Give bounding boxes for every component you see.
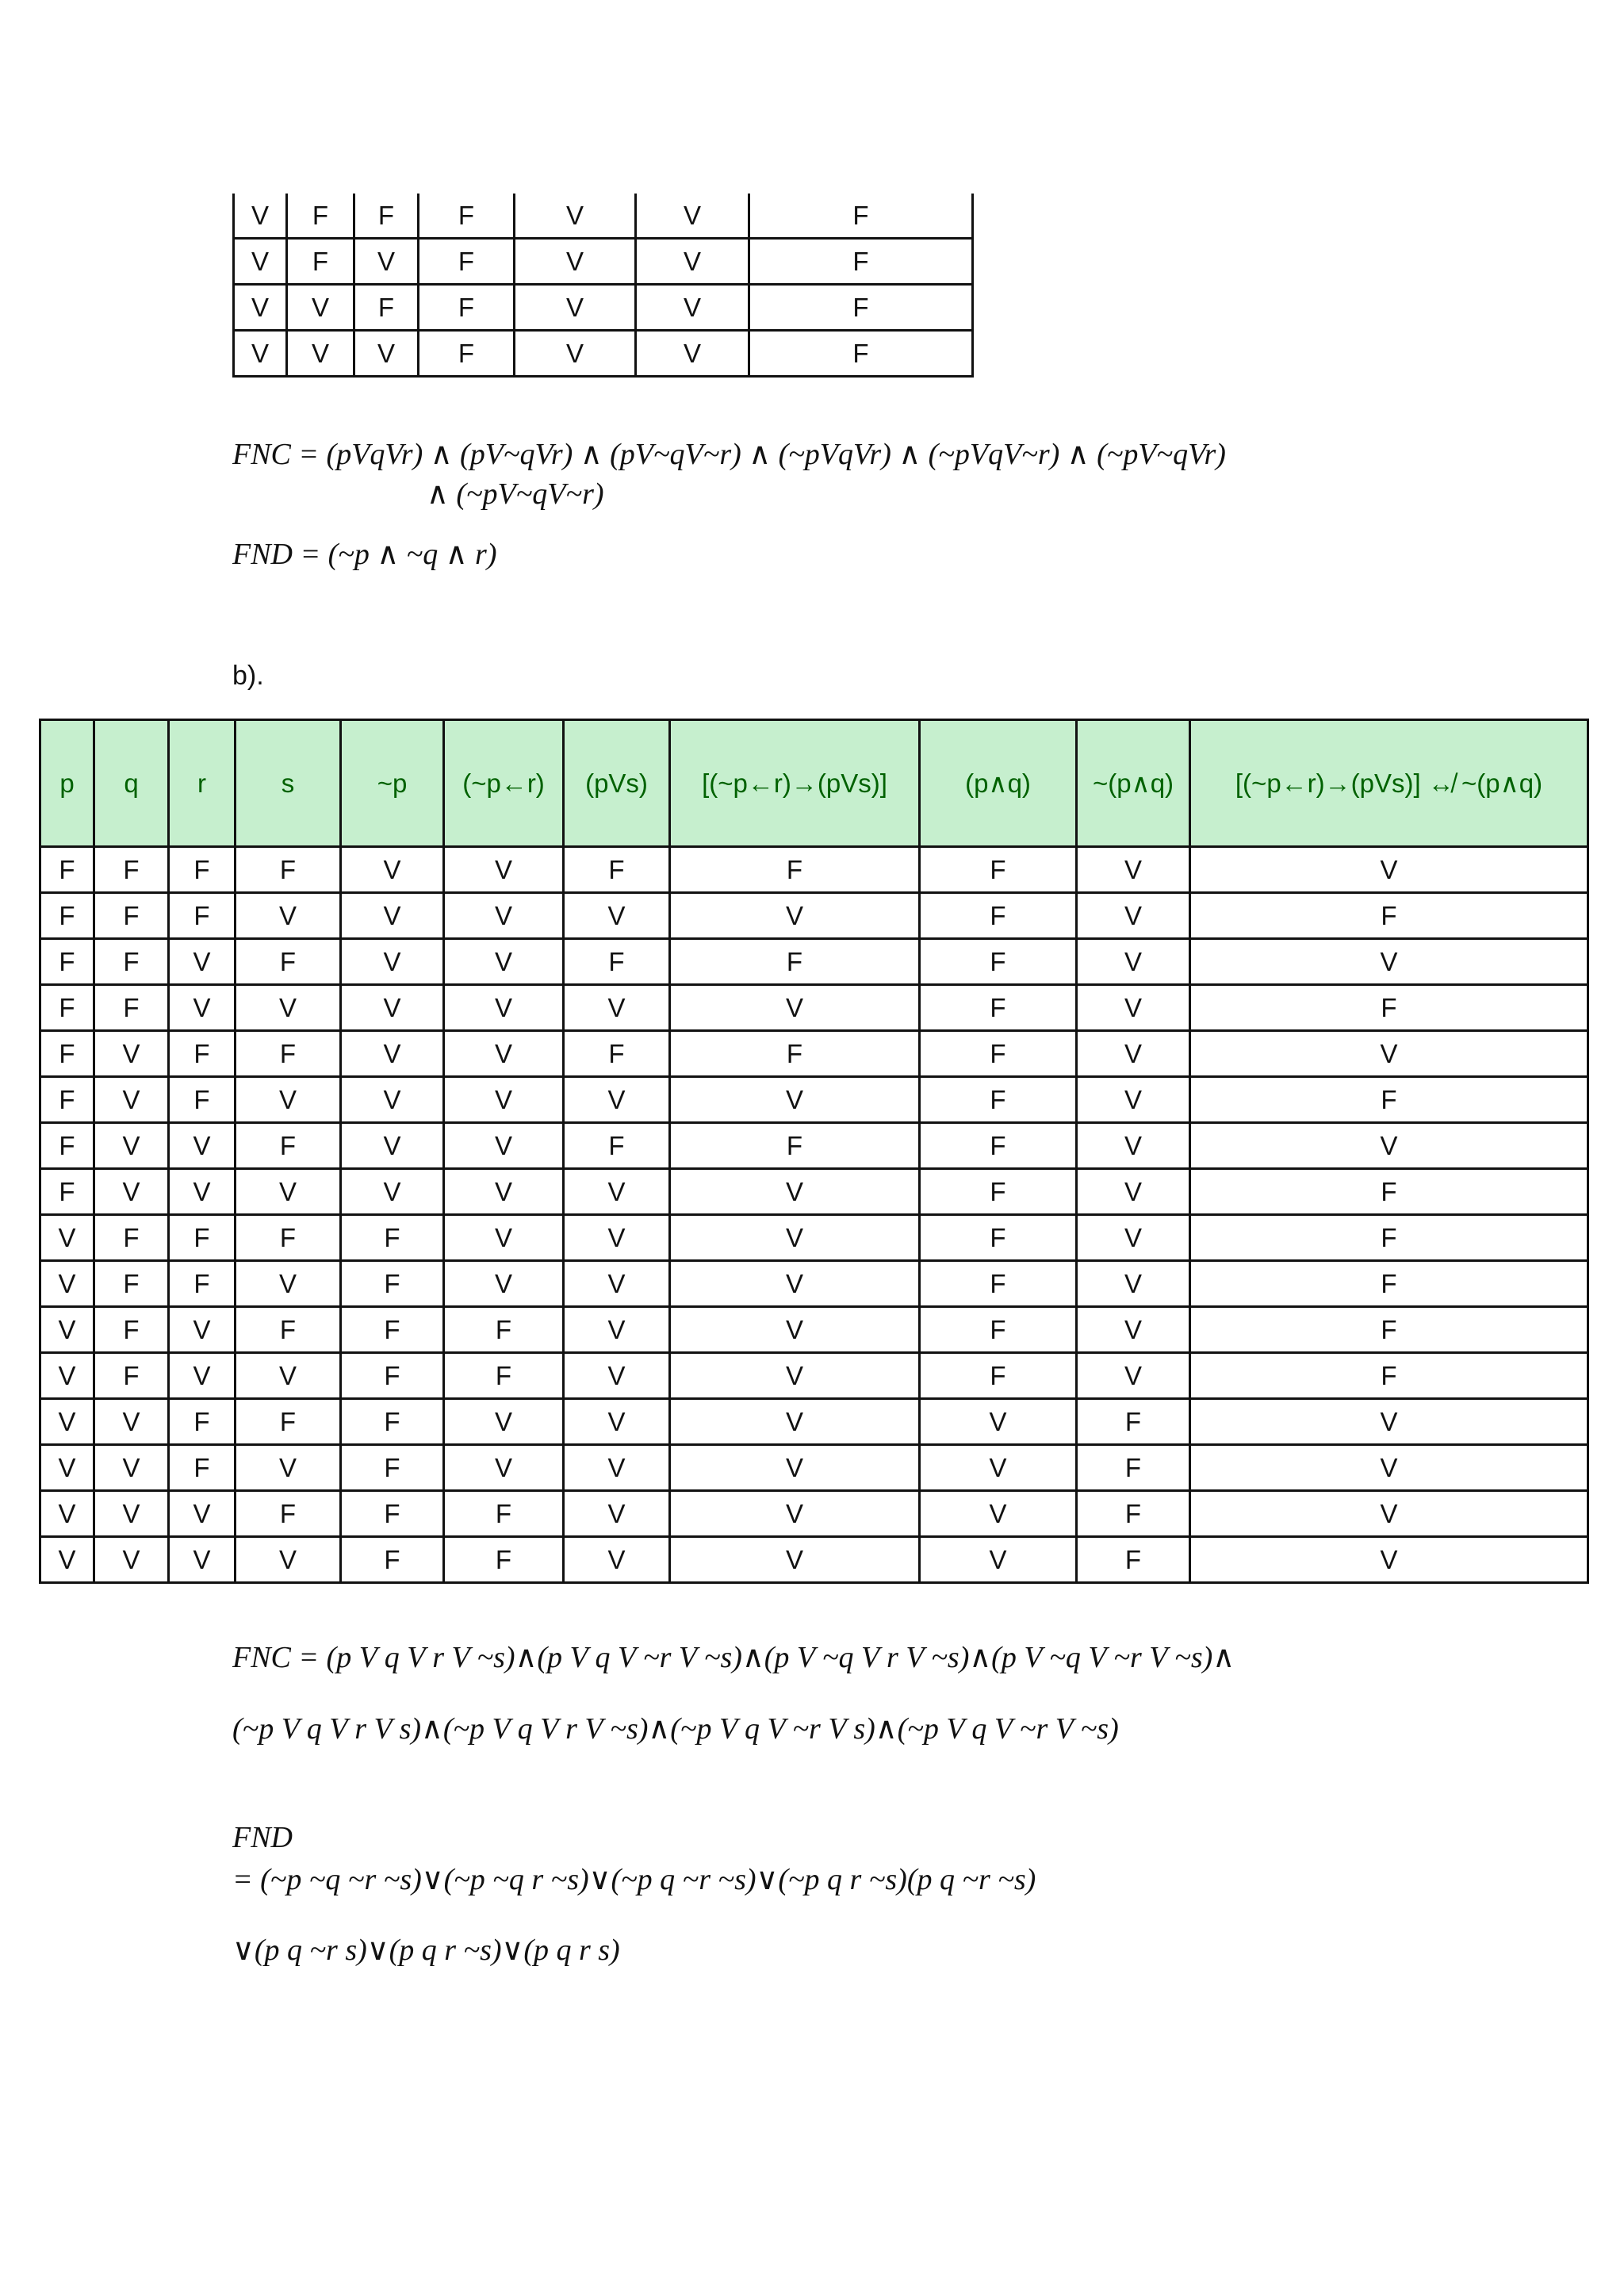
table-cell: F (94, 1307, 169, 1353)
column-header-implication: [(~p←r)→(pVs)] (670, 720, 920, 847)
table-cell: F (749, 239, 973, 285)
table-cell: F (236, 1307, 341, 1353)
table-cell: F (169, 1445, 236, 1491)
table-cell: F (341, 1353, 444, 1399)
table-row (234, 239, 973, 285)
table-cell: F (40, 1031, 94, 1077)
table-cell: V (341, 1169, 444, 1215)
table-cell: V (40, 1353, 94, 1399)
table-cell: F (341, 1537, 444, 1583)
table-cell: F (40, 1123, 94, 1169)
table-cell: V (444, 847, 564, 893)
table-row (40, 1261, 1588, 1307)
table-cell: F (564, 1031, 670, 1077)
table-cell: V (94, 1399, 169, 1445)
table-cell: V (636, 285, 749, 331)
table-cell: V (1077, 1169, 1190, 1215)
table-cell: F (354, 194, 419, 239)
table-cell: V (1077, 1215, 1190, 1261)
table-cell: F (564, 1123, 670, 1169)
table-cell: F (444, 1491, 564, 1537)
table-cell: V (564, 1077, 670, 1123)
table-cell: F (236, 1491, 341, 1537)
table-row (40, 1537, 1588, 1583)
table-cell: V (920, 1399, 1077, 1445)
table-cell: F (444, 1353, 564, 1399)
table-row (40, 1077, 1588, 1123)
table-cell: V (1190, 1123, 1588, 1169)
table-cell: V (670, 893, 920, 939)
table-cell: V (169, 1537, 236, 1583)
table-cell: V (1190, 1445, 1588, 1491)
table-cell: V (1077, 939, 1190, 985)
table-cell: F (419, 285, 515, 331)
table-cell: F (169, 847, 236, 893)
table-cell: F (419, 239, 515, 285)
table-row (40, 1353, 1588, 1399)
table-cell: V (564, 1169, 670, 1215)
column-header-result: [(~p←r)→(pVs)] ↮ ~(p∧q) (1190, 720, 1588, 847)
table-cell: F (749, 285, 973, 331)
table-cell: V (670, 985, 920, 1031)
section-label-b: b). (232, 661, 264, 691)
table-cell: V (169, 1307, 236, 1353)
table-cell: V (341, 985, 444, 1031)
table-cell: V (1077, 1031, 1190, 1077)
table-header-row (40, 720, 1588, 847)
table-cell: F (236, 1031, 341, 1077)
table-cell: V (444, 939, 564, 985)
table-cell: V (515, 239, 636, 285)
fnc-formula-a-line2: ∧ (~pV~qV~r) (427, 477, 604, 511)
table-cell: F (236, 939, 341, 985)
table-cell: V (341, 1077, 444, 1123)
table-cell: V (444, 893, 564, 939)
table-row (40, 847, 1588, 893)
table-cell: F (341, 1491, 444, 1537)
table-cell: V (234, 194, 287, 239)
column-header-not-p: ~p (341, 720, 444, 847)
table-cell: F (40, 893, 94, 939)
table-cell: V (920, 1537, 1077, 1583)
table-cell: V (515, 285, 636, 331)
table-cell: V (236, 1077, 341, 1123)
table-cell: F (1077, 1537, 1190, 1583)
table-cell: V (564, 1491, 670, 1537)
fnd-formula-b-line2: ∨(p q ~r s)∨(p q r ~s)∨(p q r s) (232, 1934, 620, 1967)
table-cell: V (564, 1307, 670, 1353)
table-cell: F (169, 1261, 236, 1307)
table-cell: F (341, 1215, 444, 1261)
column-header-p-and-q: (p∧q) (920, 720, 1077, 847)
column-header-not-p-from-r: (~p←r) (444, 720, 564, 847)
table-cell: F (920, 985, 1077, 1031)
table-cell: F (920, 939, 1077, 985)
table-cell: F (1190, 893, 1588, 939)
table-cell: F (419, 194, 515, 239)
table-cell: F (920, 1307, 1077, 1353)
table-cell: F (1190, 1307, 1588, 1353)
column-header-not-p-and-q: ~(p∧q) (1077, 720, 1190, 847)
table-cell: V (169, 985, 236, 1031)
truth-table-b-header (40, 720, 1588, 847)
table-cell: F (1190, 985, 1588, 1031)
table-cell: V (341, 1123, 444, 1169)
truth-table-b (39, 719, 1589, 1584)
table-cell: V (1077, 1307, 1190, 1353)
table-cell: V (1190, 1399, 1588, 1445)
table-cell: F (920, 1261, 1077, 1307)
table-cell: F (1077, 1445, 1190, 1491)
table-cell: V (564, 1261, 670, 1307)
column-header-p: p (40, 720, 94, 847)
table-cell: V (1190, 1031, 1588, 1077)
table-cell: V (94, 1491, 169, 1537)
fnc-formula-b-line1: FNC = (p V q V r V ~s)∧(p V q V ~r V ~s)∧(p V ~q V r V ~s)∧(p V ~q V ~r V ~s)∧ (232, 1641, 1235, 1674)
table-cell: V (236, 893, 341, 939)
table-cell: V (1077, 847, 1190, 893)
table-row (40, 1169, 1588, 1215)
table-row (40, 1491, 1588, 1537)
table-cell: V (1190, 1537, 1588, 1583)
table-cell: V (40, 1307, 94, 1353)
table-cell: V (1190, 847, 1588, 893)
table-cell: V (40, 1215, 94, 1261)
table-cell: F (1077, 1399, 1190, 1445)
table-cell: F (40, 1077, 94, 1123)
table-cell: F (1190, 1261, 1588, 1307)
table-cell: V (515, 194, 636, 239)
table-cell: V (236, 1445, 341, 1491)
table-cell: F (670, 1123, 920, 1169)
table-cell: V (670, 1077, 920, 1123)
truth-table-a-body (234, 194, 973, 377)
table-row (40, 1215, 1588, 1261)
table-cell: V (40, 1261, 94, 1307)
table-cell: V (1077, 1123, 1190, 1169)
table-cell: V (236, 1169, 341, 1215)
table-cell: V (670, 1537, 920, 1583)
table-cell: F (444, 1307, 564, 1353)
table-cell: V (444, 1123, 564, 1169)
table-cell: V (169, 1353, 236, 1399)
fnc-formula-b-line2: (~p V q V r V s)∧(~p V q V r V ~s)∧(~p V q V ~r V s)∧(~p V q V ~r V ~s) (232, 1712, 1119, 1746)
table-cell: V (920, 1445, 1077, 1491)
table-cell: F (1190, 1169, 1588, 1215)
table-cell: F (236, 1215, 341, 1261)
table-cell: V (564, 1215, 670, 1261)
table-cell: V (341, 893, 444, 939)
table-cell: V (94, 1445, 169, 1491)
table-cell: F (920, 893, 1077, 939)
table-cell: F (40, 939, 94, 985)
table-cell: V (444, 1445, 564, 1491)
table-cell: F (1190, 1077, 1588, 1123)
table-cell: V (234, 239, 287, 285)
table-cell: F (40, 985, 94, 1031)
table-cell: F (1077, 1491, 1190, 1537)
table-row (234, 194, 973, 239)
table-cell: F (40, 1169, 94, 1215)
table-cell: V (564, 1445, 670, 1491)
table-cell: F (169, 1077, 236, 1123)
table-cell: F (94, 939, 169, 985)
table-cell: V (354, 239, 419, 285)
table-cell: F (341, 1261, 444, 1307)
table-cell: V (1077, 985, 1190, 1031)
fnd-label-b: FND (232, 1821, 293, 1854)
table-cell: V (564, 893, 670, 939)
table-cell: F (236, 1399, 341, 1445)
table-cell: V (236, 1353, 341, 1399)
fnd-formula-a: FND = (~p ∧ ~q ∧ r) (232, 538, 497, 571)
table-row (40, 1399, 1588, 1445)
table-cell: F (920, 1123, 1077, 1169)
table-cell: F (749, 194, 973, 239)
table-row (234, 331, 973, 377)
table-cell: V (236, 1537, 341, 1583)
table-cell: F (236, 1123, 341, 1169)
table-cell: V (40, 1445, 94, 1491)
table-cell: F (169, 1031, 236, 1077)
column-header-q: q (94, 720, 169, 847)
table-cell: F (444, 1537, 564, 1583)
table-row (40, 893, 1588, 939)
table-cell: V (169, 939, 236, 985)
table-cell: F (169, 1215, 236, 1261)
truth-table-b-body (40, 847, 1588, 1583)
table-cell: V (354, 331, 419, 377)
table-cell: V (564, 1537, 670, 1583)
table-cell: V (670, 1399, 920, 1445)
table-cell: V (236, 985, 341, 1031)
table-cell: V (169, 1491, 236, 1537)
table-cell: F (749, 331, 973, 377)
table-cell: V (670, 1445, 920, 1491)
table-cell: V (670, 1261, 920, 1307)
table-cell: F (287, 239, 354, 285)
table-cell: F (94, 1261, 169, 1307)
table-cell: F (94, 1215, 169, 1261)
table-cell: F (94, 847, 169, 893)
table-cell: F (419, 331, 515, 377)
table-cell: V (515, 331, 636, 377)
table-cell: F (236, 847, 341, 893)
table-cell: V (94, 1031, 169, 1077)
table-cell: F (920, 1031, 1077, 1077)
table-cell: V (287, 285, 354, 331)
table-row (40, 939, 1588, 985)
table-cell: F (670, 847, 920, 893)
table-cell: V (920, 1491, 1077, 1537)
table-cell: V (444, 1261, 564, 1307)
table-cell: V (636, 239, 749, 285)
table-cell: V (40, 1491, 94, 1537)
table-cell: V (444, 1169, 564, 1215)
table-cell: F (920, 1215, 1077, 1261)
table-cell: F (564, 847, 670, 893)
table-cell: F (920, 1353, 1077, 1399)
table-cell: F (564, 939, 670, 985)
table-cell: F (40, 847, 94, 893)
table-cell: V (636, 194, 749, 239)
table-row (40, 1031, 1588, 1077)
table-cell: V (564, 1353, 670, 1399)
table-cell: V (444, 1399, 564, 1445)
table-cell: V (169, 1123, 236, 1169)
table-cell: V (636, 331, 749, 377)
table-cell: V (234, 331, 287, 377)
table-cell: V (94, 1077, 169, 1123)
table-cell: V (564, 1399, 670, 1445)
table-cell: V (40, 1399, 94, 1445)
table-cell: F (169, 1399, 236, 1445)
table-cell: V (234, 285, 287, 331)
table-cell: V (236, 1261, 341, 1307)
table-cell: V (94, 1169, 169, 1215)
table-cell: F (920, 847, 1077, 893)
table-cell: V (1077, 893, 1190, 939)
table-cell: V (1077, 1353, 1190, 1399)
table-cell: V (444, 1031, 564, 1077)
table-cell: F (341, 1307, 444, 1353)
table-cell: F (354, 285, 419, 331)
table-cell: V (341, 939, 444, 985)
table-row (234, 285, 973, 331)
table-cell: V (670, 1215, 920, 1261)
table-cell: F (1190, 1353, 1588, 1399)
table-cell: V (670, 1353, 920, 1399)
table-cell: V (341, 1031, 444, 1077)
table-row (40, 1123, 1588, 1169)
table-cell: V (670, 1307, 920, 1353)
table-row (40, 985, 1588, 1031)
truth-table-a (232, 194, 974, 378)
table-cell: V (1077, 1261, 1190, 1307)
table-cell: V (341, 847, 444, 893)
table-cell: F (670, 939, 920, 985)
table-cell: F (920, 1169, 1077, 1215)
table-row (40, 1445, 1588, 1491)
table-cell: F (341, 1399, 444, 1445)
table-cell: F (1190, 1215, 1588, 1261)
table-cell: V (1190, 1491, 1588, 1537)
table-cell: V (564, 985, 670, 1031)
table-cell: V (670, 1169, 920, 1215)
table-cell: F (94, 985, 169, 1031)
column-header-s: s (236, 720, 341, 847)
table-cell: V (444, 1077, 564, 1123)
fnc-formula-a-line1: FNC = (pVqVr) ∧ (pV~qVr) ∧ (pV~qV~r) ∧ (~pVqVr) ∧ (~pVqV~r) ∧ (~pV~qVr) (232, 438, 1226, 471)
table-cell: V (287, 331, 354, 377)
table-cell: F (287, 194, 354, 239)
table-cell: F (341, 1445, 444, 1491)
table-cell: V (94, 1537, 169, 1583)
table-cell: F (94, 893, 169, 939)
table-cell: V (169, 1169, 236, 1215)
table-cell: F (920, 1077, 1077, 1123)
table-cell: V (94, 1123, 169, 1169)
table-cell: F (94, 1353, 169, 1399)
table-cell: V (444, 1215, 564, 1261)
table-cell: V (40, 1537, 94, 1583)
table-cell: F (169, 893, 236, 939)
fnd-formula-b-line1: = (~p ~q ~r ~s)∨(~p ~q r ~s)∨(~p q ~r ~s)∨(~p q r ~s)(p q ~r ~s) (232, 1863, 1036, 1896)
table-row (40, 1307, 1588, 1353)
table-cell: V (444, 985, 564, 1031)
table-cell: F (670, 1031, 920, 1077)
table-cell: V (1190, 939, 1588, 985)
table-cell: V (1077, 1077, 1190, 1123)
table-cell: V (670, 1491, 920, 1537)
column-header-r: r (169, 720, 236, 847)
column-header-p-or-s: (pVs) (564, 720, 670, 847)
